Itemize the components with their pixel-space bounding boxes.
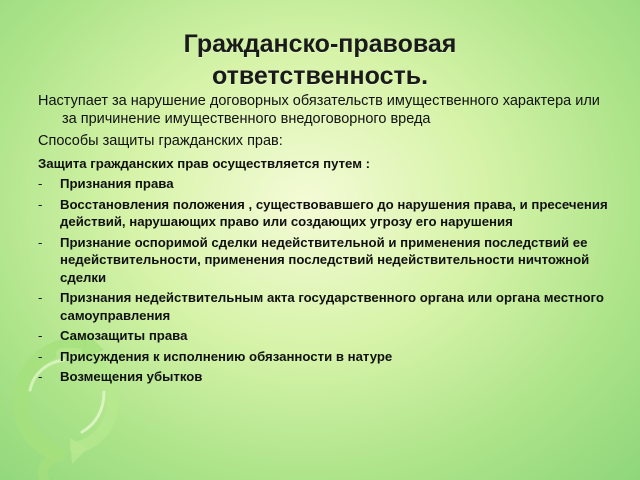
list-item-text: Признание оспоримой сделки недействительной и применения последствий ее недействительности, применения последствий недействительности ничтожной сделки (60, 234, 590, 285)
list-item (38, 289, 610, 324)
lead-text: Защита гражданских прав осуществляется путем : (38, 156, 371, 171)
slide-body (38, 92, 610, 389)
list-item-text: Присуждения к исполнению обязанности в натуре (60, 348, 393, 364)
bullet-dash: - (38, 328, 43, 343)
intro-paragraph: Наступает за нарушение договорных обязательств имущественного характера или за причинение имущественного внедоговорного вреда (38, 93, 600, 127)
bullet-dash: - (38, 290, 43, 305)
list-item (38, 234, 610, 287)
protection-heading: Способы защиты гражданских прав: (38, 133, 283, 149)
list-item (38, 196, 610, 231)
list-item (38, 327, 610, 345)
bullet-dash: - (38, 348, 43, 364)
title-line-2: ответственность. (211, 62, 429, 90)
title-line-1: Гражданско-правовая (183, 30, 457, 58)
list-item-text: Возмещения убытков (60, 369, 203, 384)
bullet-dash: - (38, 234, 43, 250)
protection-methods-list (38, 175, 610, 386)
list-item-text: Признания недействительным акта государственного органа или органа местного самоуправления (60, 290, 604, 323)
slide-title (0, 28, 640, 92)
list-item (38, 368, 610, 386)
bullet-dash: - (38, 176, 43, 191)
bullet-dash: - (38, 196, 43, 212)
bullet-dash: - (38, 369, 43, 384)
list-item-text: Самозащиты права (60, 328, 188, 343)
list-item-text: Признания права (60, 176, 174, 191)
list-item (38, 175, 610, 193)
list-item-text: Восстановления положения , существовавшего до нарушения права, и пресечения действий, нарушающих право или создающих угрозу его нарушения (60, 196, 608, 229)
list-item (38, 348, 610, 366)
